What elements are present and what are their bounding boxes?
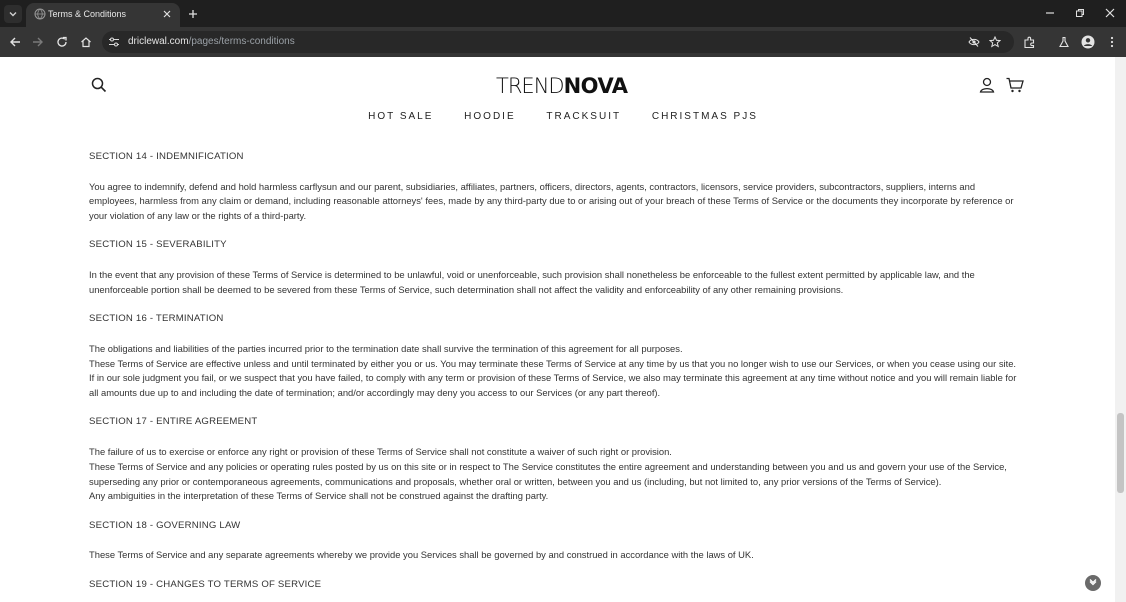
site-info-tune-icon[interactable] xyxy=(108,36,120,48)
section-paragraph: These Terms of Service and any separate agreements whereby we provide you Services shall be governed by and construed in accordance with the laws of UK. xyxy=(89,549,754,561)
minimize-window-icon[interactable] xyxy=(1043,6,1057,20)
profile-avatar-icon[interactable] xyxy=(1080,34,1096,50)
section-paragraph: These Terms of Service and any policies or operating rules posted by us on this site or in respect to The Service constitutes the entire agreement and understanding between you and us and govern your use of the Service, superseding any prior or contemporaneous agreements, communications and proposals, whether oral or written, between you and us (including, but not limited to, any prior versions of the Terms of Service). xyxy=(89,460,1007,487)
restore-window-icon[interactable] xyxy=(1073,6,1087,20)
section-body xyxy=(89,342,1024,401)
close-window-icon[interactable] xyxy=(1103,6,1117,20)
nav-item-tracksuit[interactable]: TRACKSUIT xyxy=(546,111,622,122)
reload-icon[interactable] xyxy=(54,34,70,50)
labs-flask-icon[interactable] xyxy=(1056,34,1072,50)
tab-search-chevron-icon[interactable] xyxy=(4,5,22,23)
account-user-icon[interactable] xyxy=(978,76,996,94)
section-heading: SECTION 18 - GOVERNING LAW xyxy=(89,519,241,531)
page-scrollbar-thumb[interactable] xyxy=(1117,413,1124,493)
section-paragraph: If in our sole judgment you fail, or we suspect that you have failed, to comply with any term or provision of these Terms of Service, we also may terminate this agreement at any time without notice and you will remain liable for all amounts due up to and including the date of termination; and/or accordingly may deny you access to our Services (or any part thereof). xyxy=(89,372,1017,399)
cart-icon[interactable] xyxy=(1006,76,1024,94)
address-bar[interactable] xyxy=(102,31,1014,53)
section-heading: SECTION 17 - ENTIRE AGREEMENT xyxy=(89,416,258,428)
section-paragraph: The obligations and liabilities of the parties incurred prior to the termination date shall survive the termination of this agreement for all purposes. xyxy=(89,342,683,354)
site-logo[interactable] xyxy=(496,73,628,99)
section-body xyxy=(89,445,1024,504)
section-paragraph: These Terms of Service are effective unless and until terminated by either you or us. You may terminate these Terms of Service at any time by us that you no longer wish to use our Services, or when you cease using our site. xyxy=(89,357,1017,369)
main-navigation xyxy=(0,111,1126,122)
section-heading: SECTION 14 - INDEMNIFICATION xyxy=(89,151,244,162)
bookmark-star-icon[interactable] xyxy=(989,36,1001,48)
url-text xyxy=(128,36,295,47)
browser-tab-bar xyxy=(0,0,1126,27)
nav-item-hoodie[interactable]: HOODIE xyxy=(464,111,516,122)
page-scrollbar-track[interactable] xyxy=(1115,57,1126,602)
close-tab-icon[interactable] xyxy=(160,7,174,21)
terms-content xyxy=(89,143,1024,602)
search-icon[interactable] xyxy=(90,76,108,94)
scroll-to-top-chevron-icon[interactable] xyxy=(1085,575,1101,591)
home-icon[interactable] xyxy=(78,34,94,50)
globe-icon xyxy=(34,8,46,20)
section-paragraph: The failure of us to exercise or enforce any right or provision of these Terms of Service shall not constitute a waiver of such right or provision. xyxy=(89,446,672,458)
site-header xyxy=(0,57,1126,139)
logo-text-trend: TREND xyxy=(496,74,564,98)
section-heading: SECTION 19 - CHANGES TO TERMS OF SERVICE xyxy=(89,578,322,590)
section-heading: SECTION 16 - TERMINATION xyxy=(89,313,224,325)
back-arrow-icon[interactable] xyxy=(7,34,23,50)
browser-menu-kebab-icon[interactable] xyxy=(1104,34,1120,50)
nav-item-christmas-pjs[interactable]: CHRISTMAS PJS xyxy=(651,111,758,122)
section-paragraph: Any ambiguities in the interpretation of these Terms of Service shall not be construed against the drafting party. xyxy=(89,490,549,502)
nav-item-hot-sale[interactable]: HOT SALE xyxy=(368,111,434,122)
browser-tab[interactable] xyxy=(26,3,180,27)
browser-toolbar xyxy=(0,27,1126,57)
logo-text-nova: NOVA xyxy=(563,74,628,98)
tab-title: Terms & Conditions xyxy=(48,9,127,19)
url-domain: driclewal.com xyxy=(128,36,189,47)
new-tab-plus-icon[interactable] xyxy=(185,6,201,22)
section-heading: SECTION 15 - SEVERABILITY xyxy=(89,239,227,251)
extensions-puzzle-icon[interactable] xyxy=(1021,34,1037,50)
url-path: /pages/terms-conditions xyxy=(188,36,295,47)
forward-arrow-icon[interactable] xyxy=(30,34,46,50)
section-paragraph: In the event that any provision of these Terms of Service is determined to be unlawful, void or unenforceable, such provision shall nonetheless be enforceable to the fullest extent permitted by applicable law, and the unenforceable portion shall be deemed to be severed from these Terms of Service, such determination shall not affect the validity and enforceability of any other remaining provisions. xyxy=(89,269,975,295)
eye-off-icon[interactable] xyxy=(968,36,980,48)
section-paragraph: You agree to indemnify, defend and hold harmless carflysun and our parent, subsidiaries, affiliates, partners, officers, directors, agents, contractors, licensors, service providers, subcontractors, suppliers, interns and employees, harmless from any claim or demand, including reasonable attorneys' fees, made by any third-party due to or arising out of your breach of these Terms of Service or the documents they incorporate by reference or your violation of any law or the rights of a third-party. xyxy=(89,180,1014,222)
